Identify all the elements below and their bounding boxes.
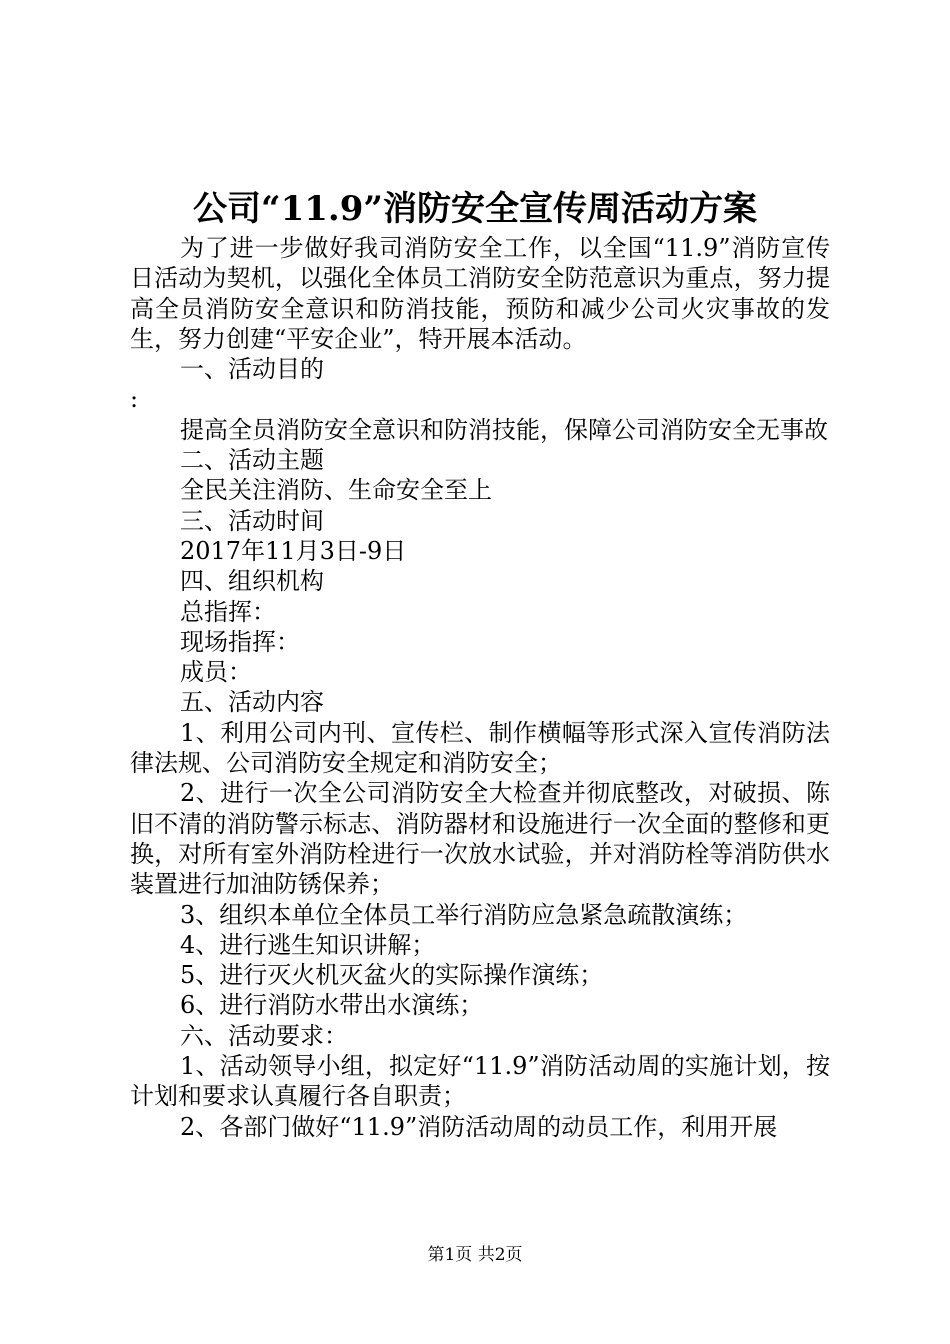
section-heading: 四、组织机构	[180, 567, 324, 596]
section-heading: 五、活动内容	[180, 688, 324, 717]
section-heading: 一、活动目的	[180, 355, 324, 384]
paragraph: 为了进一步做好我司消防安全工作，以全国“11.9”消防宣传日活动为契机，以强化全体员工消防安全防范意识为重点，努力提高全员消防安全意识和防消技能，预防和减少公司火灾事故的发生，努力创建“平安企业”，特开展本活动。	[130, 234, 830, 353]
list-item: 4、进行逃生知识讲解；	[180, 930, 436, 959]
document-title: 公司“11.9”消防安全宣传周活动方案	[193, 189, 757, 229]
list-item: 3、组织本单位全体员工举行消防应急紧急疏散演练；	[180, 900, 748, 929]
section-heading: 六、活动要求：	[180, 1021, 348, 1050]
paragraph: 全民关注消防、生命安全至上	[180, 476, 492, 505]
paragraph: 2017年11月3日-9日	[180, 536, 407, 565]
paragraph: :	[130, 385, 139, 414]
paragraph: 提高全员消防安全意识和防消技能，保障公司消防安全无事故	[180, 415, 828, 444]
list-item: 2、各部门做好“11.9”消防活动周的动员工作，利用开展	[180, 1112, 778, 1141]
paragraph: 总指挥：	[180, 597, 276, 626]
list-item: 1、利用公司内刊、宣传栏、制作横幅等形式深入宣传消防法律法规、公司消防安全规定和消防安全；	[130, 718, 830, 778]
section-heading: 三、活动时间	[180, 506, 324, 535]
list-item: 1、活动领导小组，拟定好“11.9”消防活动周的实施计划，按计划和要求认真履行各自职责；	[130, 1052, 830, 1111]
page-number: 第1页 共2页	[427, 1245, 523, 1265]
document-body	[130, 233, 830, 1142]
list-item: 6、进行消防水带出水演练；	[180, 991, 484, 1020]
list-item: 5、进行灭火机灭盆火的实际操作演练；	[180, 961, 604, 990]
section-heading: 二、活动主题	[180, 446, 324, 475]
list-item: 2、进行一次全公司消防安全大检查并彻底整改，对破损、陈旧不清的消防警示标志、消防器材和设施进行一次全面的整修和更换，对所有室外消防栓进行一次放水试验，并对消防栓等消防供水装置进行加油防锈保养；	[130, 779, 830, 899]
paragraph: 现场指挥：	[180, 627, 300, 656]
paragraph: 成员：	[180, 658, 252, 687]
